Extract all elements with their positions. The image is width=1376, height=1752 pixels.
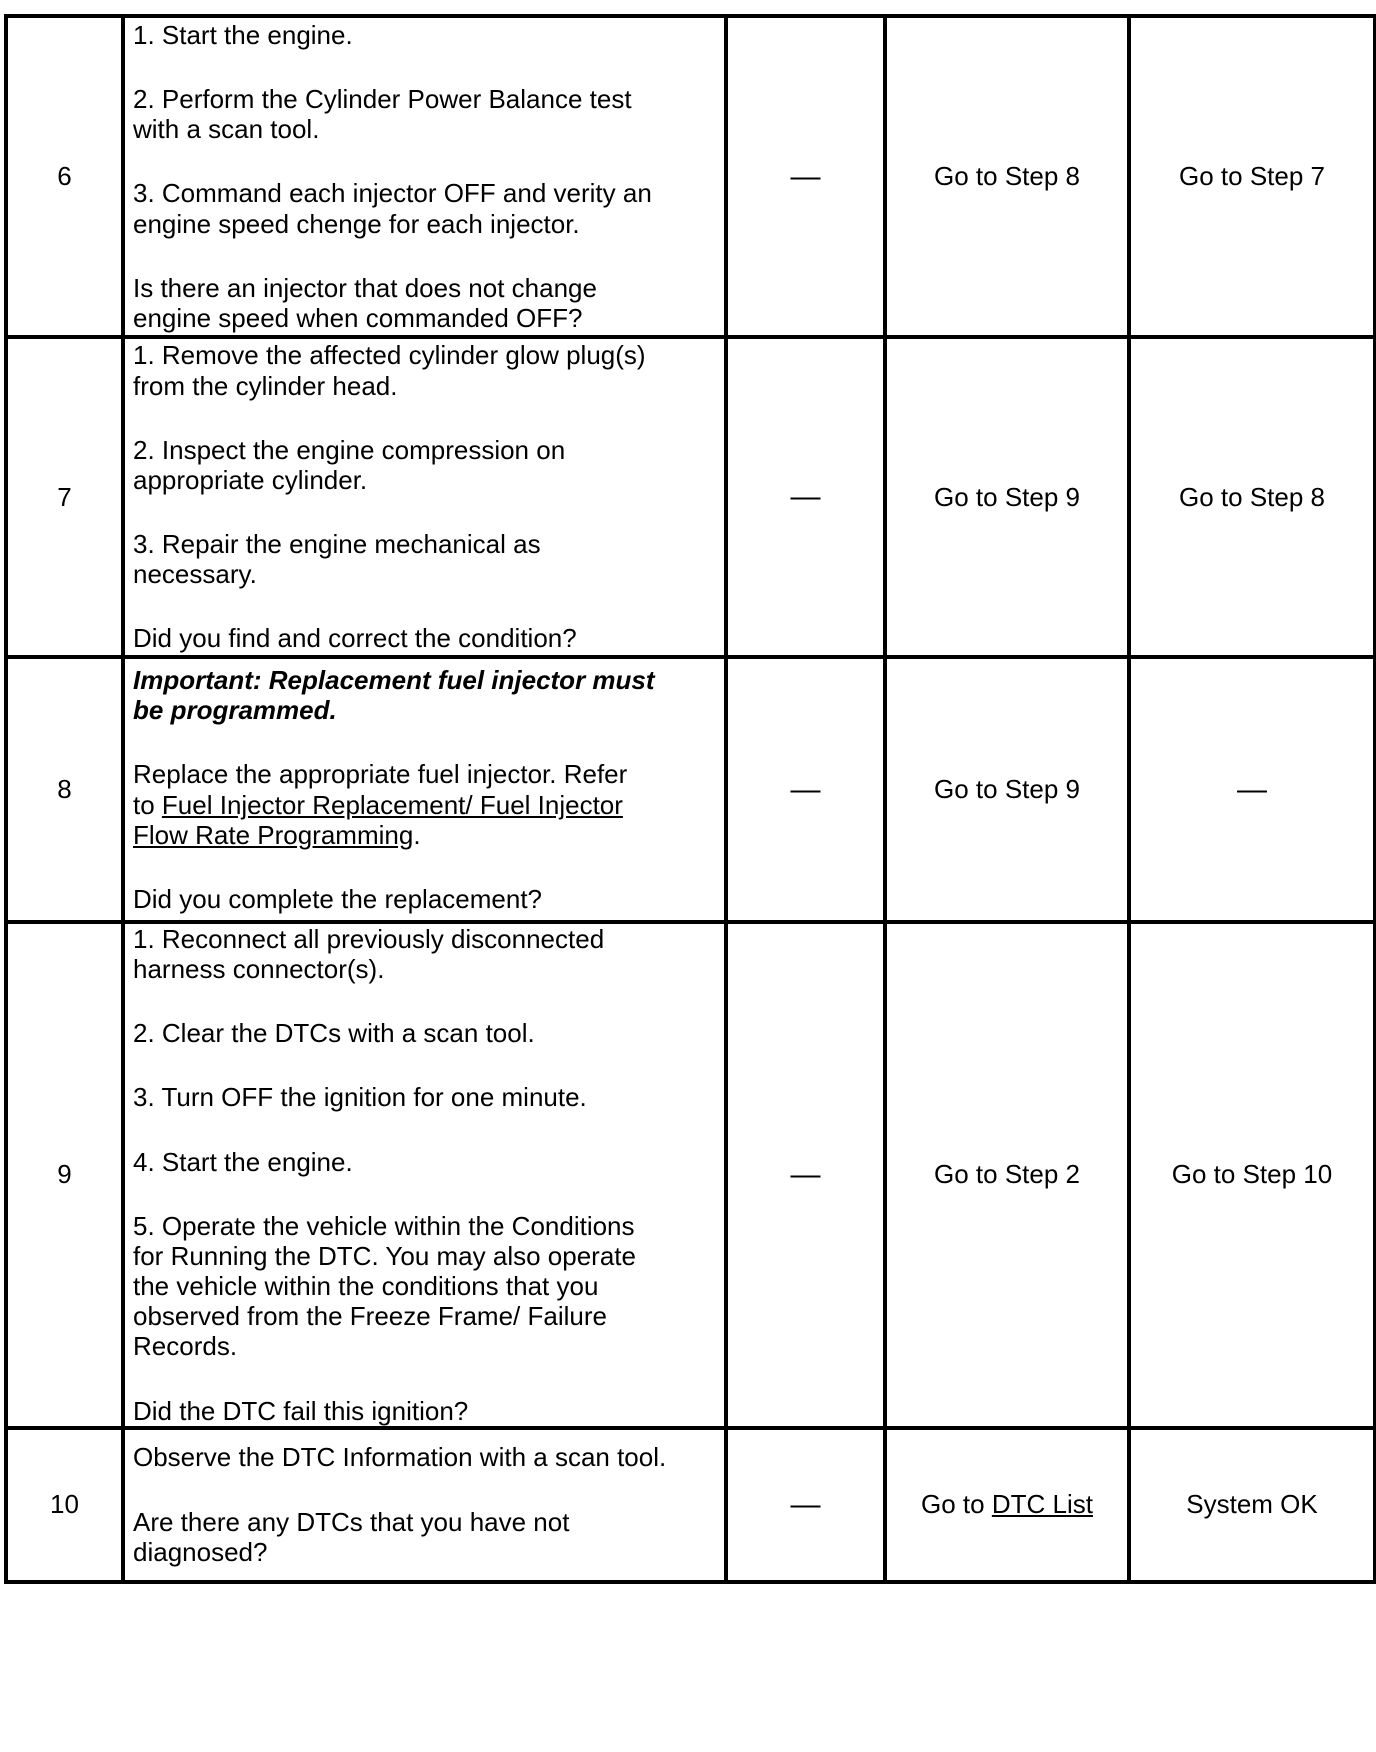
table-row [6, 1428, 1375, 1582]
action-question: Did you complete the replacement? [133, 883, 543, 914]
step-number: 6 [6, 16, 123, 337]
yes-prefix: Go to [921, 1489, 992, 1520]
action-cell [123, 922, 726, 1428]
step-number: 8 [6, 657, 123, 922]
action-cell [123, 16, 726, 337]
action-text: 4. Start the engine. [133, 1146, 353, 1177]
action-question: Are there any DTCs that you have not diagnosed? [133, 1506, 570, 1567]
dtc-list-link[interactable]: DTC List [991, 1489, 1093, 1520]
table-row [6, 657, 1375, 922]
value-cell: — [726, 657, 885, 922]
action-text: 2. Inspect the engine compression on appropriate cylinder. [133, 434, 566, 495]
yes-cell [885, 1428, 1129, 1582]
step-number: 9 [6, 922, 123, 1428]
no-cell: Go to Step 8 [1129, 337, 1375, 657]
action-text: 1. Start the engine. [133, 19, 353, 50]
yes-cell: Go to Step 9 [885, 337, 1129, 657]
action-text [133, 759, 716, 849]
important-note: Important: Replacement fuel injector must be programmed. [133, 665, 655, 726]
refer-suffix: . [413, 819, 421, 850]
table-row [6, 922, 1375, 1428]
action-text: Observe the DTC Information with a scan tool. [133, 1442, 667, 1473]
action-text: 2. Perform the Cylinder Power Balance test with a scan tool. [133, 84, 632, 145]
fuel-injector-replacement-link[interactable]: Fuel Injector Replacement/ Fuel Injector Flow Rate Programming [133, 789, 623, 850]
step-number: 7 [6, 337, 123, 657]
action-text: 1. Reconnect all previously disconnected harness connector(s). [133, 924, 605, 985]
action-text: 3. Repair the engine mechanical as necessary. [133, 529, 541, 590]
yes-cell: Go to Step 8 [885, 16, 1129, 337]
action-text: 2. Clear the DTCs with a scan tool. [133, 1018, 535, 1049]
table-row [6, 337, 1375, 657]
value-cell: — [726, 1428, 885, 1582]
action-question: Did you find and correct the condition? [133, 623, 577, 654]
action-text: 3. Turn OFF the ignition for one minute. [133, 1082, 587, 1113]
value-cell: — [726, 337, 885, 657]
value-cell: — [726, 922, 885, 1428]
no-cell: — [1129, 657, 1375, 922]
action-cell [123, 1428, 726, 1582]
yes-cell: Go to Step 2 [885, 922, 1129, 1428]
action-text: 1. Remove the affected cylinder glow plug(s) from the cylinder head. [133, 340, 646, 401]
action-cell [123, 657, 726, 922]
table-row [6, 16, 1375, 337]
refer-text: Replace the appropriate fuel injector. Refer to [133, 759, 628, 820]
value-cell: — [726, 16, 885, 337]
action-text: 3. Command each injector OFF and verity an engine speed chenge for each injector. [133, 178, 652, 239]
action-cell [123, 337, 726, 657]
no-cell: Go to Step 7 [1129, 16, 1375, 337]
action-question: Did the DTC fail this ignition? [133, 1395, 469, 1426]
no-cell: System OK [1129, 1428, 1375, 1582]
action-question: Is there an injector that does not change engine speed when commanded OFF? [133, 272, 597, 333]
yes-cell: Go to Step 9 [885, 657, 1129, 922]
step-number: 10 [6, 1428, 123, 1582]
no-cell: Go to Step 10 [1129, 922, 1375, 1428]
diagnostic-steps-table [4, 14, 1376, 1584]
action-text: 5. Operate the vehicle within the Conditions for Running the DTC. You may also operate the vehicle within the conditions that you observed from the Freeze Frame/ Failure Records. [133, 1210, 636, 1362]
